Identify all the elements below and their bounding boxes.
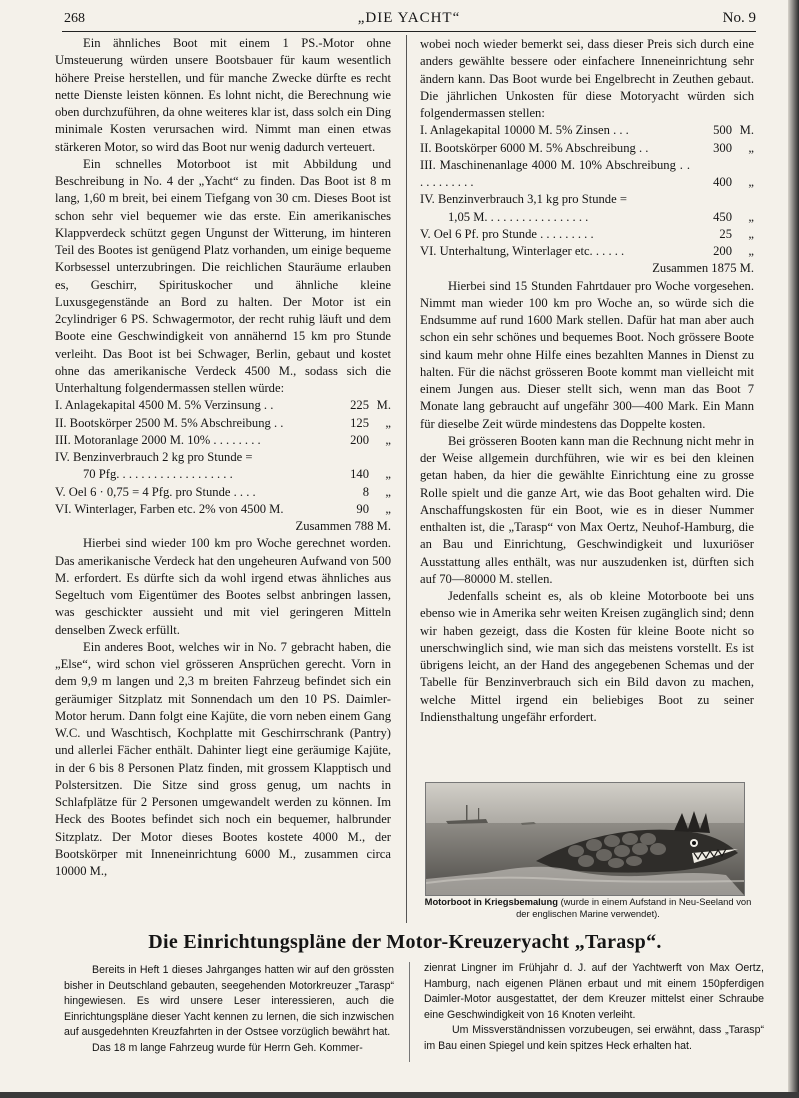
paragraph: Bei grösseren Booten kann man die Rechnung nicht mehr in der Weise allgemein durchführen, wie wir es bei den kleinen getan haben, da hier die gewählte Einrichtung eine zu grosse Rolle spielt und die ganze Art, wie das Boot gehalten wird. Die Anschaffungskosten für ein Boot, wie es in dieser Nummer enthalten ist, die „Tarasp“ von Max Oertz, Neuhof-Hamburg, die an Bau und Einrichtung, Geschwindigkeit und luxuriöser Ausstattung alles enthält, was nur auszudenken ist, dürften sich auf 70—80000 M. stellen. — [420, 433, 754, 586]
paragraph: Das 18 m lange Fahrzeug wurde für Herrn Geh. Kommer- — [92, 1041, 363, 1054]
cost-row: II. Bootskörper 6000 M. 5% Abschreibung . . 300 „ — [420, 140, 754, 155]
cost-row: VI. Unterhaltung, Winterlager etc. . . . . . 200 „ — [420, 244, 754, 258]
header-rule — [62, 31, 756, 32]
page-edge — [788, 0, 799, 1098]
photo-caption: Motorboot in Kriegsbemalung (wurde in einem Aufstand in Neu-Seeland von der englischen Marine verwendet). — [424, 896, 752, 919]
cost-row: 70 Pfg. . . . . . . . . . . . . . . . . . . 140 „ — [83, 467, 391, 482]
cost-row: V. Oel 6 Pf. pro Stunde . . . . . . . . . 25 „ — [420, 226, 754, 241]
cost-total: Zusammen 1875 M. — [652, 261, 754, 276]
cost-row: III. Maschinenanlage 4000 M. 10% Abschreibung . . . . . . . . . . . 400 „ — [420, 157, 754, 189]
cost-row: IV. Benzinverbrauch 3,1 kg pro Stunde = — [420, 192, 627, 207]
right-column — [420, 36, 754, 726]
article-left-column — [64, 963, 394, 1056]
paragraph: Bereits in Heft 1 dieses Jahrganges hatten wir auf den grössten bisher in Deutschland gebauten, seegehenden Motorkreuzer „Tarasp“ hingewiesen. Es wird unsere Leser interessieren, auch die Einrichtungspläne dieser Yacht kennen zu lernen, die sich inzwischen auf ausgedehnten Kreuzfahrten in der Ostsee vorzüglich bewährt hat. — [64, 964, 394, 1038]
column-divider — [406, 35, 407, 923]
paragraph: Ein schnelles Motorboot ist mit Abbildung und Beschreibung in No. 4 der „Yacht“ zu finden. Das Boot ist 8 m lang, 1,60 m breit, bei einem Tiefgang von 30 cm. Dieses Boot ist schon sehr viel bequemer wie das erste. Ein amerikanisches Klappverdeck schützt gegen Ungunst der Witterung, im hinteren Teil des Bootes ist genügend Platz vorhanden, um einige bequeme Korbsessel unterzubringen. Die reichlichen Stauräume erlauben es, Geschirr, Spirituskocher und ähnliche kleine Luxusgegenstände an Bord zu halten. Der Motor ist ein 2cylindriger 6 PS. Schwagermotor, der recht ruhig läuft und dem Boote eine Geschwindigkeit von annähernd 15 km pro Stunde verleiht. Das Boot ist bei Schwager, Berlin, gebaut und kostet ohne das amerikanische Verdeck 4500 M., sodass sich die Unterhaltung folgendermassen stellen würde: — [55, 156, 391, 395]
running-header — [62, 8, 756, 30]
cost-total: Zusammen 788 M. — [295, 519, 391, 533]
paragraph: Um Missverständnissen vorzubeugen, sei erwähnt, dass „Tarasp“ im Bau einen Spiegel und kein spitzes Heck erhalten hat. — [424, 1024, 764, 1052]
cost-row: V. Oel 6 · 0,75 = 4 Pfg. pro Stunde . . . . 8 „ — [55, 484, 391, 499]
cost-table-small-boat — [55, 397, 391, 535]
paragraph: Ein anderes Boot, welches wir in No. 7 gebracht haben, die „Else“, wird schon viel grösseren Ansprüchen gerecht. Vorn in dem 9,9 m langen und 2,3 m breiten Fahrzeug befindet sich ein geräumiger Sitzplatz mit Sonnendach um den 10 PS. Daimler-Motor herum. Dann folgt eine Kajüte, die vorn neben einem Gang W.C. und Waschtisch, Kochplatte mit Geschirrschrank (Pantry) und allerlei Fächer enthält. Dahinter liegt eine geräumige Kajüte, in der 6 bis 8 Personen Platz finden, mit grossem Klapptisch und Polstersitzen. Die Sitze sind gross genug, um nachts in Schlafplätze für 2 Personen umgewandelt werden zu können. Im Heck des Bootes befindet sich noch ein bequemer, halbrunder Sitzplatz. Der Motor dieses Bootes kostete 4000 M., der Bootskörper mit Inneneinrichtung 6000 M., zusammen circa 10000 M., — [55, 639, 391, 878]
cost-row: I. Anlagekapital 10000 M. 5% Zinsen . . . 500 M. — [420, 123, 754, 138]
article-right-column — [424, 961, 764, 1054]
issue-number: No. 9 — [722, 10, 756, 26]
paragraph: Ein ähnliches Boot mit einem 1 PS.-Motor ohne Umsteuerung würden unsere Bootsbauer für kaum wesentlich höhere Preise herstellen, und für manche Zwecke dürfte es recht nette Dienste leisten können. Es lohnt nicht, die Berechnung wie oben durchzuführen, da ohne weiteres klar ist, dass solch ein Ding minimale Kosten verursachen wird. Nimmt man einen etwas stärkeren Motor, so wird das Boot nur wenig dadurch verteuert. — [55, 36, 391, 154]
cost-row: III. Motoranlage 2000 M. 10% . . . . . . . . 200 „ — [55, 432, 391, 447]
paragraph: Hierbei sind 15 Stunden Fahrtdauer pro Woche vorgesehen. Nimmt man wieder 100 km pro Woche an, so würde sich die Endsumme auf rund 1600 Mark stellen. Dafür hat man aber auch schon ein sehr schönes und bequemes Boot. Noch grössere Boote sind kaum mehr ohne Hilfe eines bezahlten Mannes in Dienst zu halten. Für die nächst grösseren Boote kommt man vielleicht mit einem Jungen aus. Dieser stellt sich, wenn man das Boot 7 Monate lang gebraucht auf ungefähr 300—400 Mark. Ein Mann für dieselbe Zeit würde mindestens das Doppelte kosten. — [420, 278, 754, 431]
motorboat-illustration — [426, 783, 744, 895]
page-edge-bottom — [0, 1092, 799, 1098]
paragraph: Hierbei sind wieder 100 km pro Woche gerechnet worden. Das amerikanische Verdeck hat den ungeheuren Aufwand von 500 M. erfordert. Es dürfte sich da wohl irgend etwas ähnliches aus Segeltuch vom Eigentümer des Bootes selbst anbringen lassen, was geschickter aussieht und mit viel geringeren Mitteln denselben Zweck erfüllt. — [55, 536, 391, 637]
cost-row: I. Anlagekapital 4500 M. 5% Verzinsung . . 225 M. — [55, 398, 391, 413]
paragraph: wobei noch wieder bemerkt sei, dass dieser Preis sich durch eine anders gewählte bessere oder einfachere Inneneinrichtung sehr ändern kann. Das Boot wurde bei Engelbrecht in Zeuthen gebaut. Die jährlichen Unkosten für diese Motoryacht würden sich folgendermassen stellen: — [420, 37, 754, 120]
paragraph: Jedenfalls scheint es, als ob kleine Motorboote bei uns ebenso wie in Amerika sehr weiten Kreisen zugänglich sind; denn wir haben gezeigt, dass die Kosten für kleine Boote nicht so unerschwinglich sind, wie man sich das meistens vorstellt. Es ist übrigens leicht, an der Hand des angegebenen Schemas und der Tabelle für Benzinverbrauch sich ein Bild davon zu machen, welche Mittel irgend ein beliebiges Boot zu seiner Indiensthaltung ungefähr erfordert. — [420, 589, 754, 724]
article-heading: Die Einrichtungspläne der Motor-Kreuzeryacht „Tarasp“. — [148, 931, 662, 953]
cost-row: II. Bootskörper 2500 M. 5% Abschreibung . . 125 „ — [55, 415, 391, 430]
paragraph: zienrat Lingner im Frühjahr d. J. auf der Yachtwerft von Max Oertz, Hamburg, nach eigenen Plänen erbaut und mit einem 150pferdigen Daimler-Motor ausgestattet, der dem Kreuzer mittelst einer Schraube eine Geschwindigkeit von 16 Knoten verleiht. — [424, 962, 764, 1021]
cost-row: VI. Winterlager, Farben etc. 2% von 4500 M. 90 „ — [55, 501, 391, 516]
column-divider — [409, 962, 410, 1062]
cost-table-else — [420, 122, 754, 277]
cost-row: 1,05 M. . . . . . . . . . . . . . . . . 450 „ — [448, 209, 754, 224]
left-column — [55, 35, 391, 880]
page-number: 268 — [64, 11, 85, 26]
cost-row: IV. Benzinverbrauch 2 kg pro Stunde = — [55, 450, 253, 464]
journal-title: „DIE YACHT“ — [357, 10, 461, 26]
motorboat-photo — [425, 782, 745, 896]
